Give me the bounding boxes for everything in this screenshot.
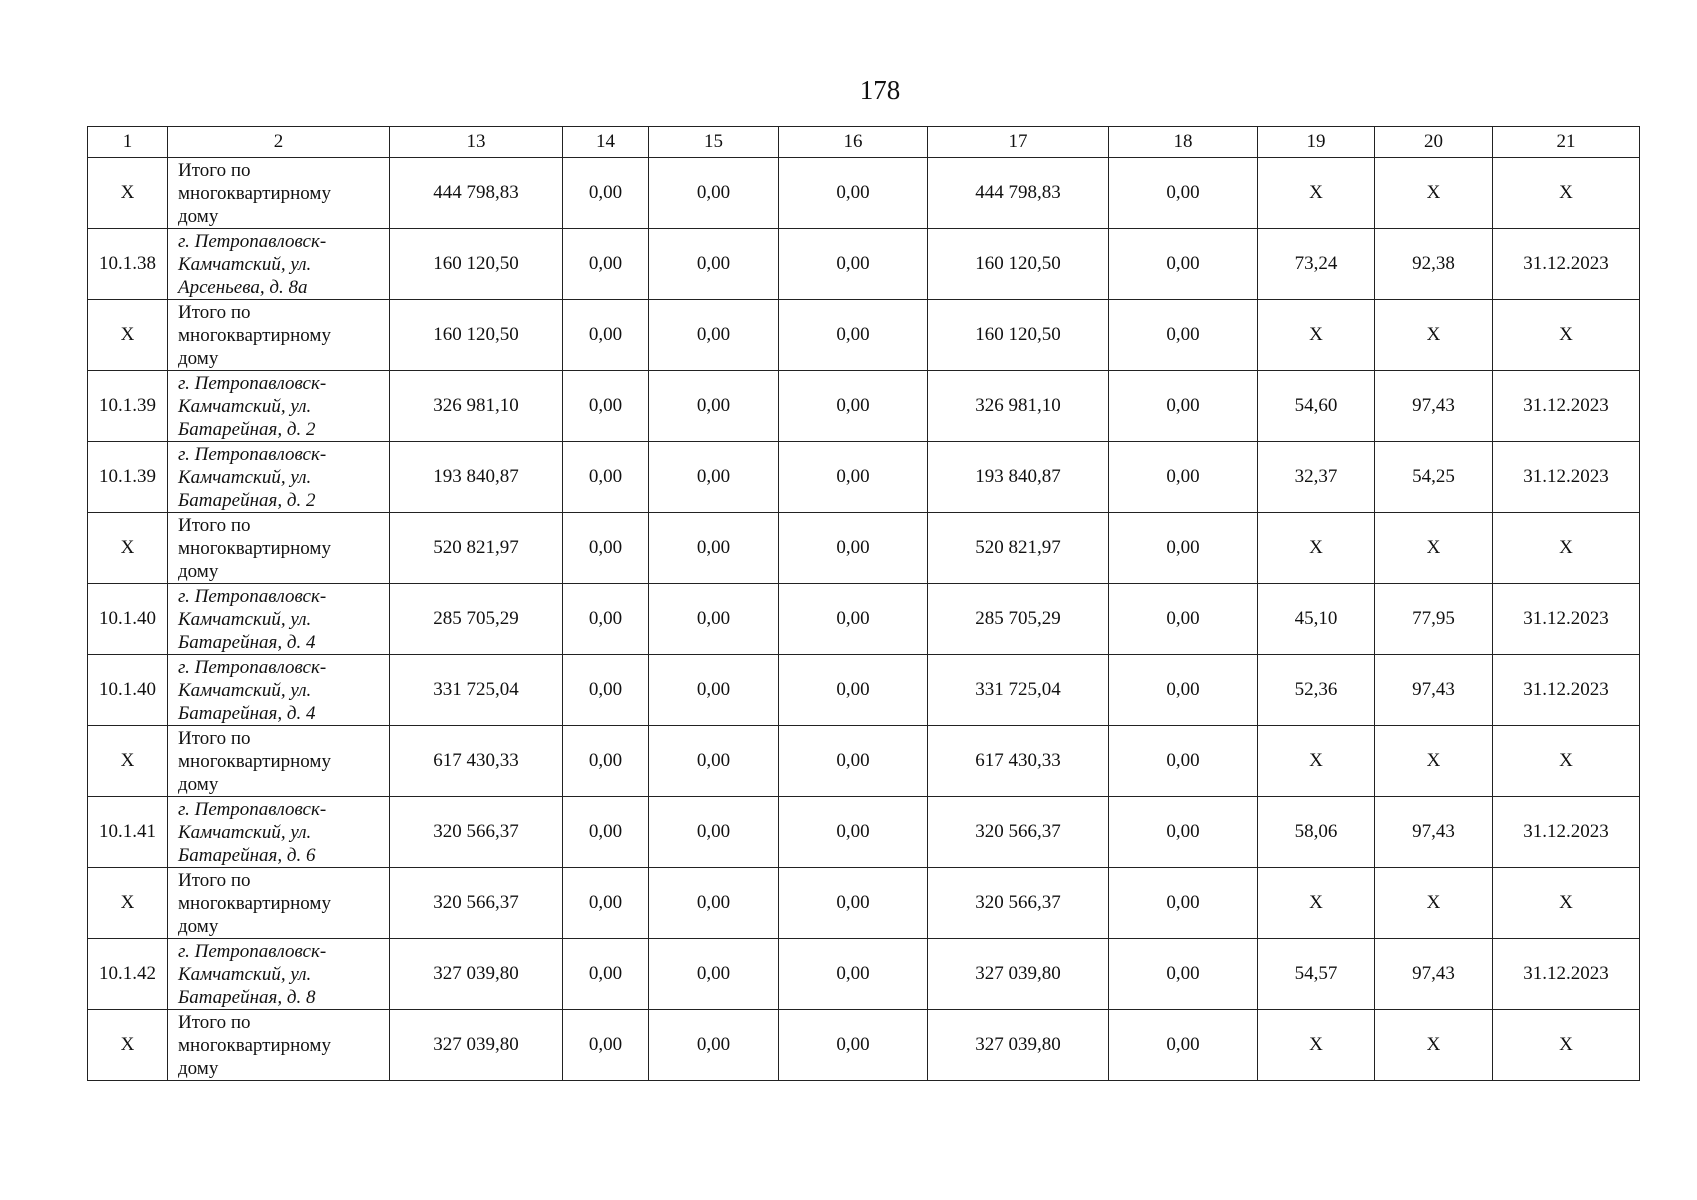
address-line: Батарейная, д. 8 [178,986,316,1008]
table-row-total [88,868,1640,939]
amount-col13: 320 566,37 [390,868,563,939]
amount-col17: 617 430,33 [928,726,1109,797]
table-row-total [88,300,1640,371]
amount-col15: 0,00 [649,229,779,300]
value-col20: 92,38 [1375,229,1493,300]
amount-col18: 0,00 [1109,939,1258,1010]
row-number: X [88,868,168,939]
address-line: многоквартирному [178,892,331,914]
amount-col15: 0,00 [649,513,779,584]
table-body [88,127,1640,1081]
date-col21: X [1493,726,1640,797]
amount-col18: 0,00 [1109,300,1258,371]
page-number: 178 [859,75,901,105]
table-row [88,939,1640,1010]
date-col21: 31.12.2023 [1493,229,1640,300]
amount-col13: 327 039,80 [390,939,563,1010]
row-number: 10.1.42 [88,939,168,1010]
date-col21: 31.12.2023 [1493,655,1640,726]
address-line: г. Петропавловск- [178,798,327,820]
house-address [168,655,390,726]
address-line: Итого по [178,159,251,181]
value-col19: X [1258,726,1375,797]
column-header: 18 [1109,127,1258,158]
address-line: Батарейная, д. 4 [178,631,316,653]
amount-col14: 0,00 [563,797,649,868]
amount-col18: 0,00 [1109,655,1258,726]
value-col20: 54,25 [1375,442,1493,513]
address-line: многоквартирному [178,182,331,204]
amount-col18: 0,00 [1109,726,1258,797]
amount-col14: 0,00 [563,868,649,939]
amount-col18: 0,00 [1109,158,1258,229]
address-line: Батарейная, д. 6 [178,844,316,866]
value-col20: 97,43 [1375,371,1493,442]
amount-col15: 0,00 [649,158,779,229]
amount-col17: 327 039,80 [928,1010,1109,1081]
amount-col14: 0,00 [563,655,649,726]
row-number: X [88,513,168,584]
table-row-total [88,513,1640,584]
row-number: X [88,158,168,229]
amount-col14: 0,00 [563,726,649,797]
column-header: 14 [563,127,649,158]
date-col21: 31.12.2023 [1493,797,1640,868]
amount-col18: 0,00 [1109,584,1258,655]
table-row [88,797,1640,868]
amount-col13: 520 821,97 [390,513,563,584]
address-line: дому [178,915,219,937]
amount-col15: 0,00 [649,726,779,797]
total-label [168,513,390,584]
value-col19: X [1258,868,1375,939]
address-line: дому [178,347,219,369]
amount-col14: 0,00 [563,513,649,584]
address-line: дому [178,205,219,227]
address-line: г. Петропавловск- [178,656,327,678]
value-col19: 45,10 [1258,584,1375,655]
amount-col13: 444 798,83 [390,158,563,229]
amount-col14: 0,00 [563,300,649,371]
total-label [168,1010,390,1081]
amount-col16: 0,00 [779,513,928,584]
address-line: Итого по [178,301,251,323]
amount-col16: 0,00 [779,1010,928,1081]
column-header: 13 [390,127,563,158]
date-col21: X [1493,868,1640,939]
amount-col16: 0,00 [779,868,928,939]
value-col19: 73,24 [1258,229,1375,300]
date-col21: X [1493,1010,1640,1081]
row-number: 10.1.40 [88,655,168,726]
amount-col16: 0,00 [779,655,928,726]
amount-col17: 320 566,37 [928,797,1109,868]
amount-col13: 331 725,04 [390,655,563,726]
total-label [168,300,390,371]
amount-col17: 520 821,97 [928,513,1109,584]
amount-col16: 0,00 [779,726,928,797]
value-col20: 97,43 [1375,939,1493,1010]
date-col21: 31.12.2023 [1493,371,1640,442]
total-label [168,868,390,939]
amount-col15: 0,00 [649,584,779,655]
amount-col14: 0,00 [563,371,649,442]
row-number: 10.1.39 [88,442,168,513]
amount-col15: 0,00 [649,868,779,939]
table-row [88,655,1640,726]
amount-col13: 327 039,80 [390,1010,563,1081]
amount-col18: 0,00 [1109,868,1258,939]
table-row-total [88,1010,1640,1081]
amount-col14: 0,00 [563,442,649,513]
column-header: 21 [1493,127,1640,158]
date-col21: X [1493,300,1640,371]
table-row [88,229,1640,300]
value-col20: X [1375,158,1493,229]
address-line: г. Петропавловск- [178,940,327,962]
value-col20: X [1375,513,1493,584]
amount-col16: 0,00 [779,229,928,300]
value-col19: X [1258,158,1375,229]
row-number: X [88,1010,168,1081]
address-line: Батарейная, д. 2 [178,418,316,440]
amount-col18: 0,00 [1109,797,1258,868]
value-col20: X [1375,726,1493,797]
amount-col16: 0,00 [779,158,928,229]
amount-col13: 320 566,37 [390,797,563,868]
value-col19: X [1258,1010,1375,1081]
address-line: Камчатский, ул. [178,466,312,488]
address-line: Камчатский, ул. [178,821,312,843]
column-header-row [88,127,1640,158]
amount-col15: 0,00 [649,797,779,868]
column-header: 17 [928,127,1109,158]
amount-col14: 0,00 [563,158,649,229]
address-line: Батарейная, д. 2 [178,489,316,511]
amount-col17: 327 039,80 [928,939,1109,1010]
date-col21: X [1493,513,1640,584]
amount-col13: 160 120,50 [390,229,563,300]
value-col19: 52,36 [1258,655,1375,726]
house-address [168,371,390,442]
amount-col13: 617 430,33 [390,726,563,797]
value-col20: X [1375,868,1493,939]
date-col21: 31.12.2023 [1493,442,1640,513]
value-col20: X [1375,300,1493,371]
amount-col14: 0,00 [563,584,649,655]
address-line: г. Петропавловск- [178,372,327,394]
amount-col17: 326 981,10 [928,371,1109,442]
address-line: г. Петропавловск- [178,585,327,607]
amount-col15: 0,00 [649,300,779,371]
address-line: дому [178,773,219,795]
value-col20: 97,43 [1375,797,1493,868]
table-row-total [88,158,1640,229]
amount-col13: 193 840,87 [390,442,563,513]
address-line: Камчатский, ул. [178,963,312,985]
amount-col13: 326 981,10 [390,371,563,442]
amount-col18: 0,00 [1109,229,1258,300]
column-header: 15 [649,127,779,158]
value-col20: 97,43 [1375,655,1493,726]
value-col19: 58,06 [1258,797,1375,868]
date-col21: 31.12.2023 [1493,584,1640,655]
date-col21: X [1493,158,1640,229]
amount-col15: 0,00 [649,371,779,442]
address-line: г. Петропавловск- [178,443,327,465]
amount-col17: 285 705,29 [928,584,1109,655]
value-col20: 77,95 [1375,584,1493,655]
amount-col16: 0,00 [779,442,928,513]
column-header: 20 [1375,127,1493,158]
amount-col14: 0,00 [563,939,649,1010]
total-label [168,158,390,229]
row-number: 10.1.40 [88,584,168,655]
amount-col16: 0,00 [779,300,928,371]
column-header: 19 [1258,127,1375,158]
address-line: Камчатский, ул. [178,253,312,275]
amount-col14: 0,00 [563,1010,649,1081]
address-line: Арсеньева, д. 8а [178,276,308,298]
row-number: 10.1.38 [88,229,168,300]
address-line: Итого по [178,869,251,891]
amount-col16: 0,00 [779,797,928,868]
amount-col14: 0,00 [563,229,649,300]
column-header: 16 [779,127,928,158]
address-line: многоквартирному [178,750,331,772]
value-col20: X [1375,1010,1493,1081]
amount-col17: 160 120,50 [928,300,1109,371]
row-number: X [88,300,168,371]
amount-col16: 0,00 [779,584,928,655]
amount-col13: 160 120,50 [390,300,563,371]
address-line: Итого по [178,727,251,749]
row-number: 10.1.41 [88,797,168,868]
table-row [88,442,1640,513]
address-line: многоквартирному [178,537,331,559]
value-col19: 32,37 [1258,442,1375,513]
table-row [88,371,1640,442]
house-address [168,229,390,300]
house-address [168,939,390,1010]
amount-col15: 0,00 [649,1010,779,1081]
amount-col18: 0,00 [1109,442,1258,513]
amount-col17: 444 798,83 [928,158,1109,229]
value-col19: X [1258,300,1375,371]
amount-col18: 0,00 [1109,371,1258,442]
value-col19: 54,60 [1258,371,1375,442]
amount-col16: 0,00 [779,371,928,442]
value-col19: 54,57 [1258,939,1375,1010]
address-line: Батарейная, д. 4 [178,702,316,724]
amount-col17: 160 120,50 [928,229,1109,300]
address-line: Камчатский, ул. [178,679,312,701]
amount-col16: 0,00 [779,939,928,1010]
amount-col15: 0,00 [649,939,779,1010]
address-line: многоквартирному [178,1034,331,1056]
amount-col17: 193 840,87 [928,442,1109,513]
amount-col18: 0,00 [1109,513,1258,584]
column-header: 2 [168,127,390,158]
row-number: 10.1.39 [88,371,168,442]
address-line: Итого по [178,1011,251,1033]
total-label [168,726,390,797]
address-line: г. Петропавловск- [178,230,327,252]
table-row-total [88,726,1640,797]
address-line: дому [178,560,219,582]
table-row [88,584,1640,655]
amount-col17: 320 566,37 [928,868,1109,939]
amount-col17: 331 725,04 [928,655,1109,726]
amount-col18: 0,00 [1109,1010,1258,1081]
value-col19: X [1258,513,1375,584]
address-line: Итого по [178,514,251,536]
address-line: многоквартирному [178,324,331,346]
address-line: дому [178,1057,219,1079]
address-line: Камчатский, ул. [178,608,312,630]
address-line: Камчатский, ул. [178,395,312,417]
register-table [87,126,1640,1081]
amount-col15: 0,00 [649,655,779,726]
house-address [168,442,390,513]
house-address [168,797,390,868]
row-number: X [88,726,168,797]
column-header: 1 [88,127,168,158]
amount-col15: 0,00 [649,442,779,513]
house-address [168,584,390,655]
date-col21: 31.12.2023 [1493,939,1640,1010]
amount-col13: 285 705,29 [390,584,563,655]
